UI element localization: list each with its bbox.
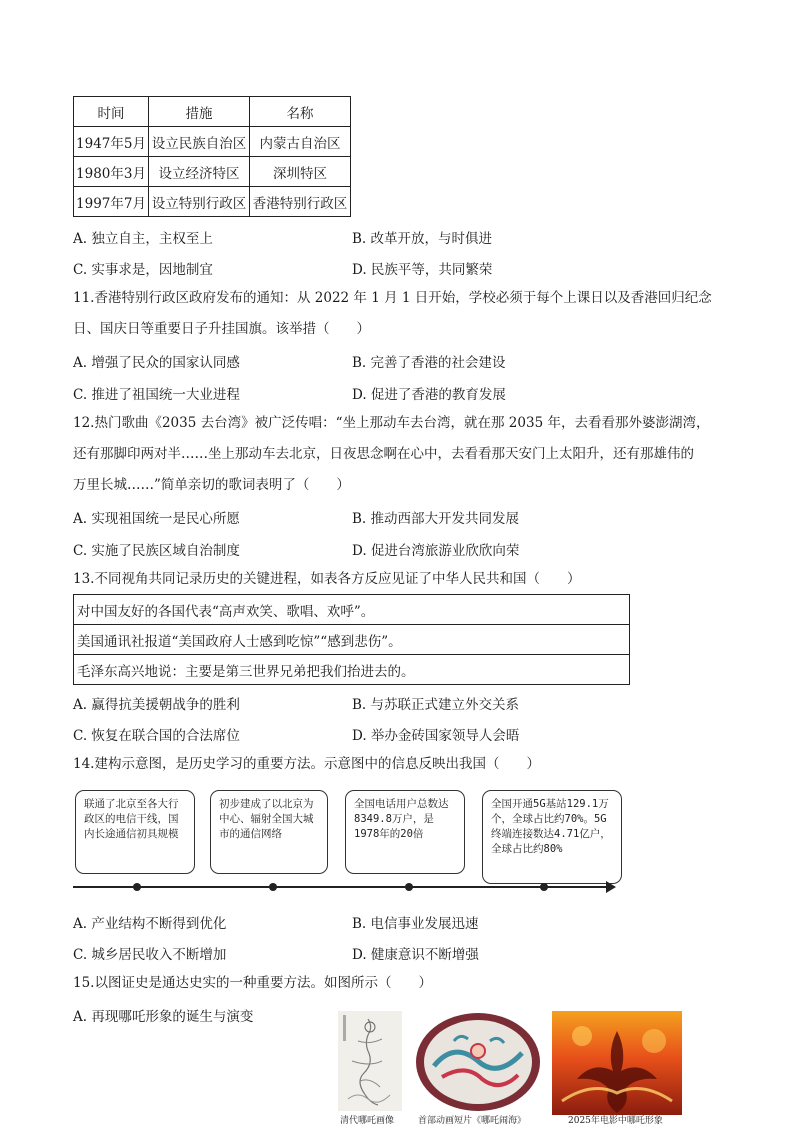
timeline-dot — [133, 883, 141, 891]
q15-option-a[interactable]: A. 再现哪吒形象的诞生与演变 — [73, 1009, 254, 1025]
table-cell: 1997年7月 — [74, 187, 149, 217]
q12-stem-line-3: 万里长城……”简单亲切的歌词表明了（ ） — [73, 477, 350, 493]
table-header-cell: 时间 — [74, 97, 149, 127]
timeline-dot — [269, 883, 277, 891]
table-cell: 设立民族自治区 — [149, 127, 250, 157]
measures-table — [73, 96, 351, 217]
table-cell: 对中国友好的各国代表“高声欢笑、歌唱、欢呼”。 — [74, 595, 630, 625]
table-cell: 设立经济特区 — [149, 157, 250, 187]
timeline-dot — [405, 883, 413, 891]
q13-option-a[interactable]: A. 赢得抗美援朝战争的胜利 — [73, 697, 240, 713]
table-cell: 深圳特区 — [250, 157, 351, 187]
q13-option-b[interactable]: B. 与苏联正式建立外交关系 — [352, 697, 520, 713]
q11-option-a[interactable]: A. 增强了民众的国家认同感 — [73, 355, 240, 371]
table-row — [74, 625, 630, 655]
q11-option-c[interactable]: C. 推进了祖国统一大业进程 — [73, 387, 240, 403]
qing-nezha-painting — [338, 1011, 402, 1111]
table-header-cell: 名称 — [250, 97, 351, 127]
q10-option-c[interactable]: C. 实事求是，因地制宜 — [73, 262, 213, 278]
animation-nezha-plate — [414, 1011, 542, 1113]
table-row — [74, 655, 630, 685]
q12-stem-line-2: 还有那脚印两对半……坐上那动车去北京，日夜思念啊在心中，去看看那天安门上太阳升，还有那雄伟的 — [73, 446, 694, 462]
table-cell: 1947年5月 — [74, 127, 149, 157]
q11-option-b[interactable]: B. 完善了香港的社会建设 — [352, 355, 506, 371]
q13-stem: 13.不同视角共同记录历史的关键进程，如表各方反应见证了中华人民共和国（ ） — [73, 571, 581, 587]
table-row — [74, 595, 630, 625]
table-cell: 内蒙古自治区 — [250, 127, 351, 157]
q10-option-d[interactable]: D. 民族平等，共同繁荣 — [352, 262, 493, 278]
q11-option-d[interactable]: D. 促进了香港的教育发展 — [352, 387, 506, 403]
timeline-box-4: 全国开通5G基站129.1万个，全球占比约70%。5G终端连接数达4.71亿户，全球占比约80% — [482, 790, 622, 884]
q11-stem-line-2: 日、国庆日等重要日子升挂国旗。该举措（ ） — [73, 321, 370, 337]
q14-option-d[interactable]: D. 健康意识不断增强 — [352, 947, 479, 963]
table-cell: 1980年3月 — [74, 157, 149, 187]
table-row — [74, 187, 351, 217]
q11-stem-line-1: 11.香港特别行政区政府发布的通知：从 2022 年 1 月 1 日开始，学校必须于每个上课日以及香港回归纪念 — [73, 290, 712, 306]
q12-option-d[interactable]: D. 促进台湾旅游业欣欣向荣 — [352, 543, 520, 559]
timeline-box-3: 全国电话用户总数达8349.8万户，是1978年的20倍 — [345, 790, 465, 874]
table-cell: 香港特别行政区 — [250, 187, 351, 217]
caption-qing: 清代哪吒画像 — [340, 1116, 395, 1126]
q12-option-a[interactable]: A. 实现祖国统一是民心所愿 — [73, 511, 240, 527]
table-cell: 设立特别行政区 — [149, 187, 250, 217]
timeline-arrow — [70, 877, 618, 897]
timeline-box-2: 初步建成了以北京为中心、辐射全国大城市的通信网络 — [210, 790, 328, 874]
table-cell: 毛泽东高兴地说：主要是第三世界兄弟把我们抬进去的。 — [74, 655, 630, 685]
q14-stem: 14.建构示意图，是历史学习的重要方法。示意图中的信息反映出我国（ ） — [73, 756, 540, 772]
table-row — [74, 157, 351, 187]
table-header-cell: 措施 — [149, 97, 250, 127]
q12-option-b[interactable]: B. 推动西部大开发共同发展 — [352, 511, 520, 527]
q12-stem-line-1: 12.热门歌曲《2035 去台湾》被广泛传唱：“坐上那动车去台湾，就在那 2035 年，去看看那外婆澎湖湾， — [73, 415, 710, 431]
q13-option-d[interactable]: D. 举办金砖国家领导人会晤 — [352, 728, 520, 744]
q13-option-c[interactable]: C. 恢复在联合国的合法席位 — [73, 728, 240, 744]
reactions-table — [73, 594, 630, 685]
q10-option-b[interactable]: B. 改革开放，与时俱进 — [352, 231, 493, 247]
q12-option-c[interactable]: C. 实施了民族区域自治制度 — [73, 543, 240, 559]
film-2025-nezha-image — [552, 1011, 682, 1115]
table-cell: 美国通讯社报道“美国政府人士感到吃惊”“感到悲伤”。 — [74, 625, 630, 655]
q14-option-b[interactable]: B. 电信事业发展迅速 — [352, 916, 479, 932]
caption-film-2025: 2025年电影中哪吒形象 — [568, 1116, 663, 1126]
q10-option-a[interactable]: A. 独立自主，主权至上 — [73, 231, 213, 247]
q15-stem: 15.以图证史是通达史实的一种重要方法。如图所示（ ） — [73, 975, 432, 991]
q14-option-c[interactable]: C. 城乡居民收入不断增加 — [73, 947, 227, 963]
table-header-row — [74, 97, 351, 127]
caption-animation: 首部动画短片《哪吒闹海》 — [418, 1116, 527, 1126]
table-row — [74, 127, 351, 157]
timeline-box-1: 联通了北京至各大行政区的电信干线，国内长途通信初具规模 — [75, 790, 195, 874]
q14-option-a[interactable]: A. 产业结构不断得到优化 — [73, 916, 227, 932]
timeline-dot — [540, 883, 548, 891]
